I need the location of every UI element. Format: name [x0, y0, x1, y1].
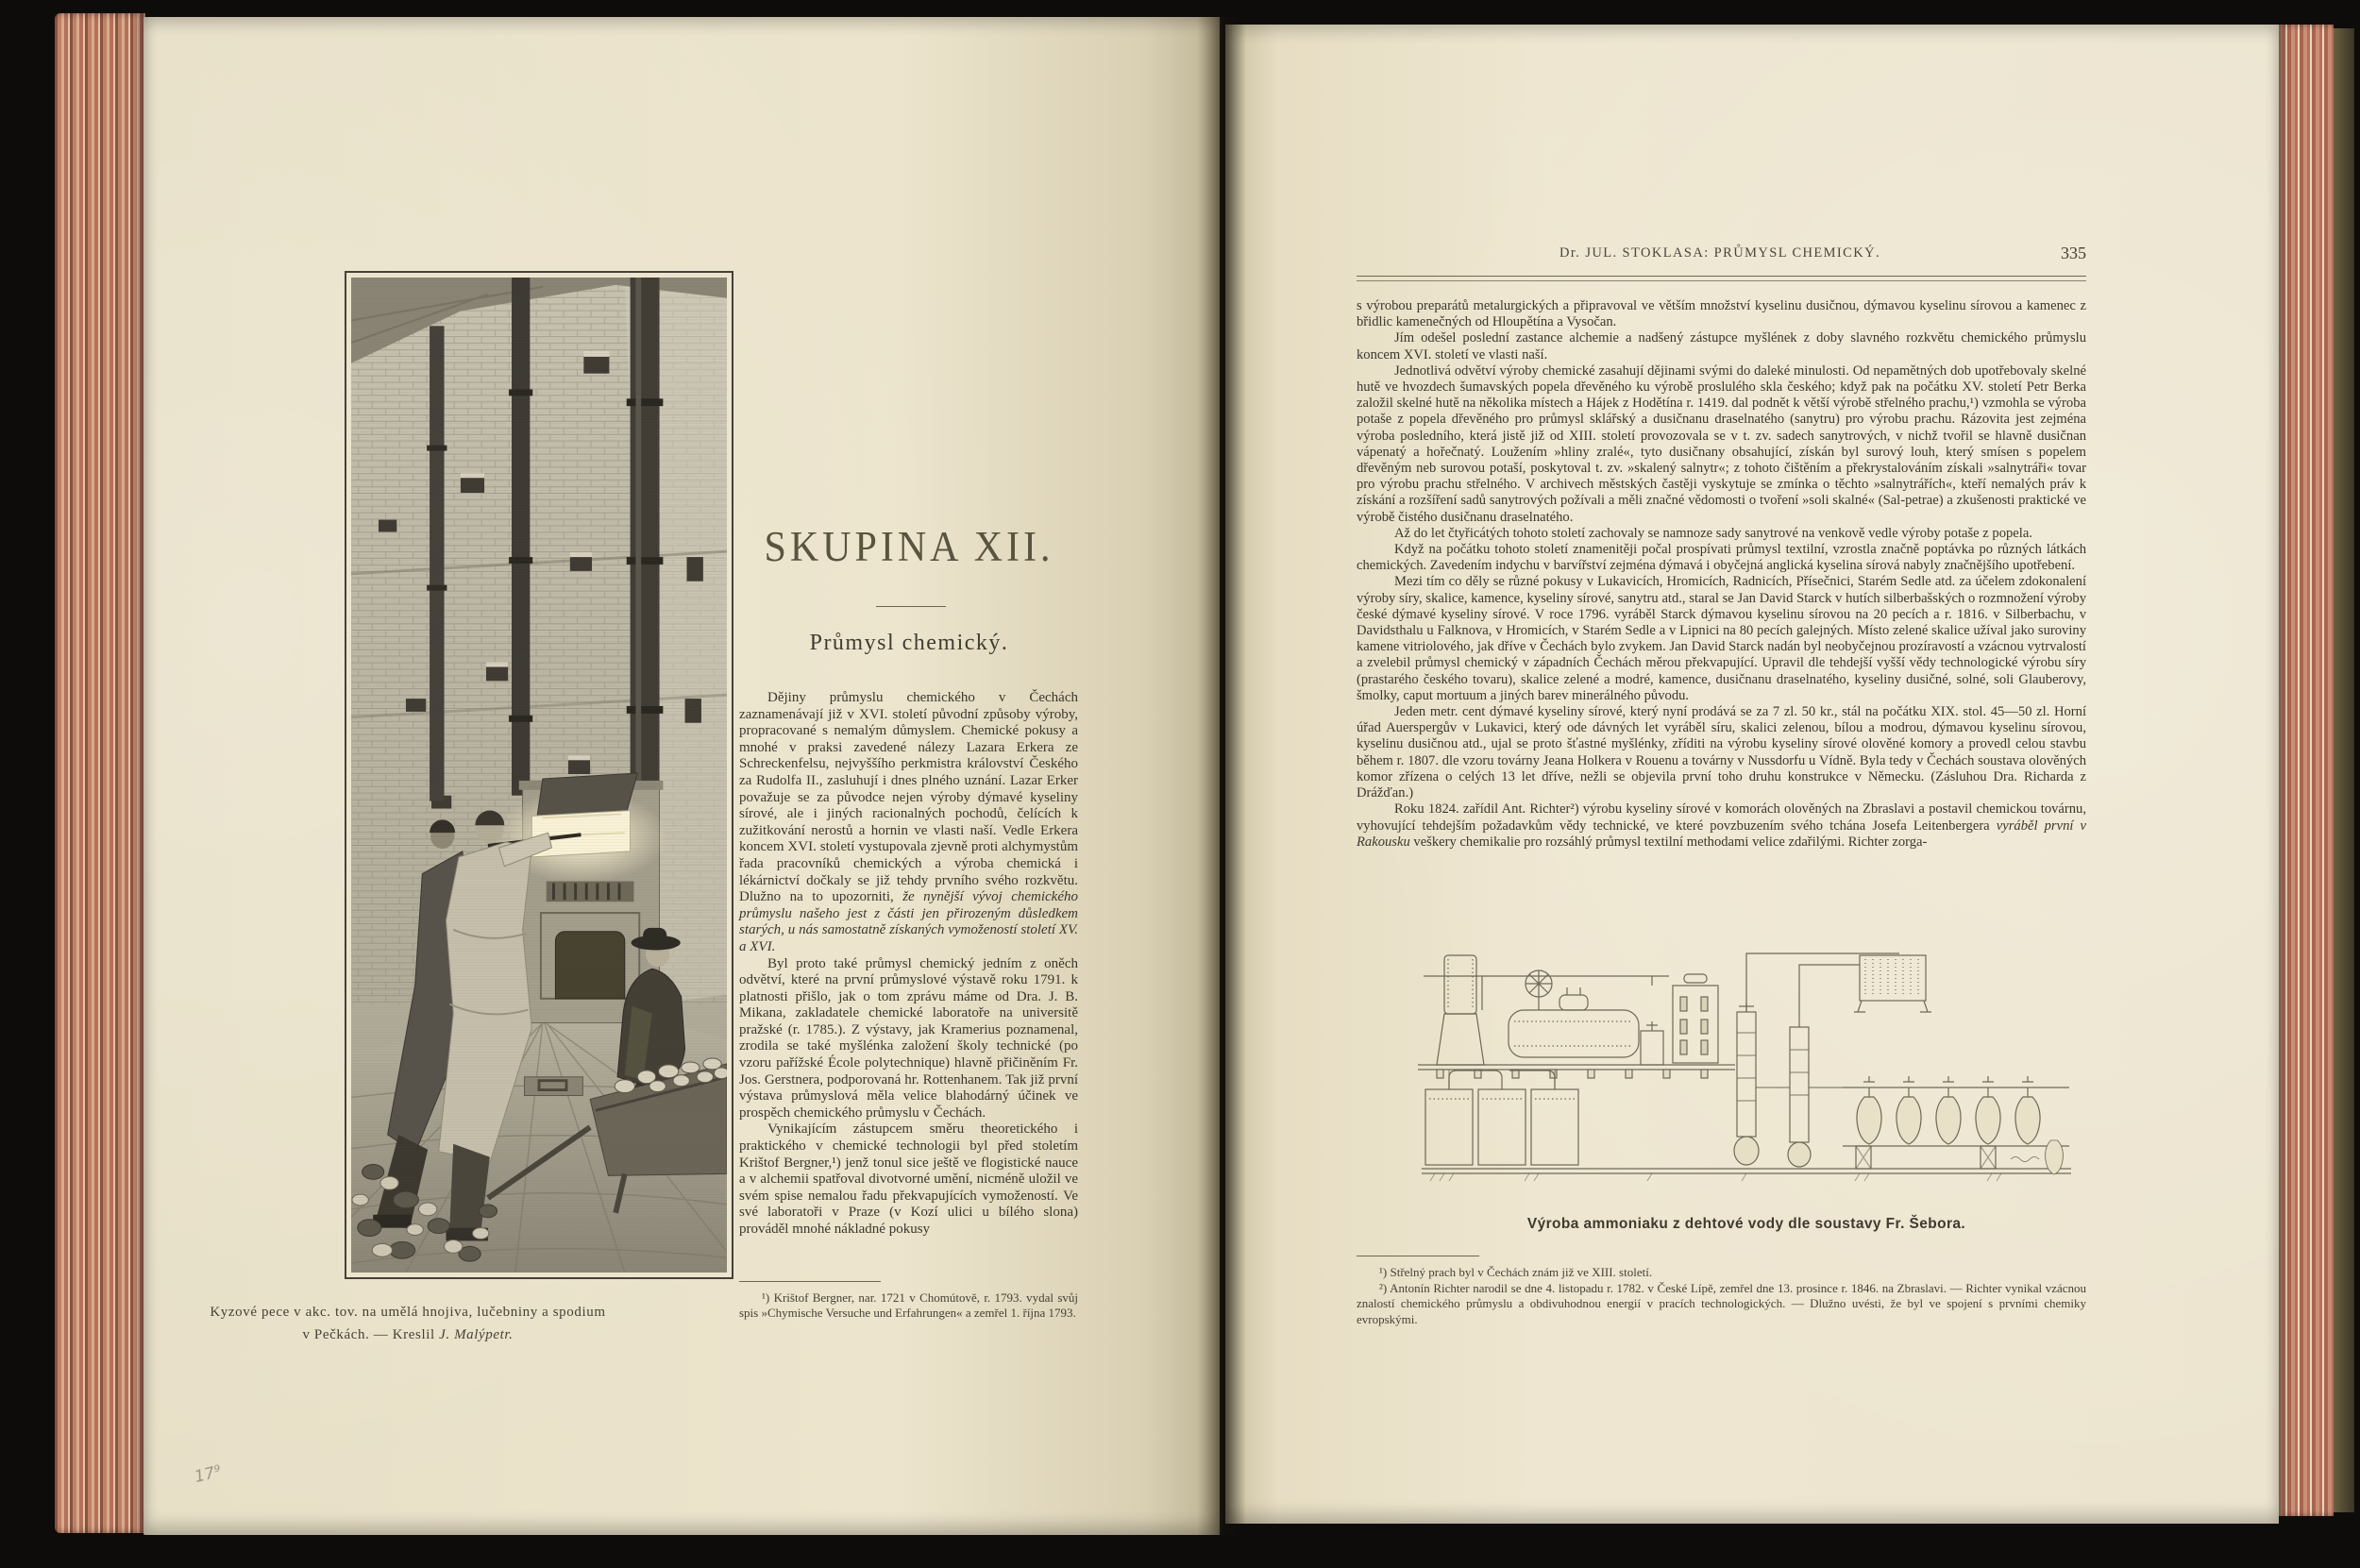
paragraph: Jeden metr. cent dýmavé kyseliny sírové, který nyní prodává se za 7 zl. 50 kr., stál na počátku XIX. stol. 45—50 zl. Horní úřad Auerspergův v Lukavici, který ode dávných let vyráběl síru, skalici zelenou, bílou a modrou, dýmavou kyselinu sírovou, kyselinu dusičnou atd., ujal se proto šťastné myšlénky, zříditi na výrobu kyseliny sírové olověné komory a provedl celou stavbu během r. 1807. dle vzoru továrny Jeana Holkera v Rouenu a továrny v Nussdorfu u Vídně. Byla tedy v Čechách soustava olověných komor zřízena o celých 13 let dříve, nežli se objevila první toho druhu konstrukce v Německu. (Zásluhou Dra. Richarda z Drážďan.) — [1357, 704, 2086, 801]
paragraph-italic-text: vyráběl první v Rakousku — [1357, 818, 2087, 850]
footnote: ¹) Krištof Bergner, nar. 1721 v Chomútově, r. 1793. vydal svůj spis »Chymische Versuche und Erfahrungen« a zemřel 1. října 1793. — [739, 1290, 1078, 1320]
caption-text: v Pečkách. — Kreslil — [302, 1327, 440, 1342]
left-text-column — [739, 690, 1078, 1239]
paragraph-text: veškery chemikalie pro rozsáhlý průmysl textilní methodami velice zdařilými. Richter zorga- — [1409, 834, 1928, 850]
paragraph: s výrobou preparátů metalurgických a připravoval ve větším množství kyselinu dusičnou, dýmavou kyselinu sírovou a kamenec z břidlic kamenečných od Hloupětína a Vysočan. — [1357, 298, 2086, 330]
ammonia-apparatus-diagram — [1416, 946, 2077, 1203]
furnace-engraving-art — [351, 278, 727, 1273]
footnote-rule — [739, 1281, 881, 1282]
left-page-edges — [55, 13, 145, 1533]
paragraph: Mezi tím co děly se různé pokusy v Lukavicích, Hromicích, Radnicích, Přísečnici, Starém Sedle atd. za účelem zdokonalení výroby síry, skalice, kamence, kyseliny sírové, sanytru atd., staral se Jan David Starck v hutích silberbašských o rozmnožení výroby české dýmavé kyseliny sírové. V roce 1796. vyráběl Starck dýmavou kyselinu sírovou na 20 pecích a r. 1816. v Silberbachu, v Davidsthalu u Falknova, v Hromicích, v Starém Sedle a v Lipnici na 80 pecích galejných. Místo zelené skalice užíval jako suroviny kamene vitriolového, jak dříve v Čechách bylo zvykem. Jan David Starck nadán byl neobyčejnou prozíravostí a vzácnou vytrvalostí a zvelebil průmysl chemický v západních Čechách měrou překvapující. Upravil dle tehdejší vyšší vědy technologické výrobu síry (prastarého českého tovaru), skalice zelené a modré, kamence, dusičnanu draselnatého, kyseliny dusičné, solné, soli Glauberovy, šmolky, caput mortuum a jiných barev minerálného původu. — [1357, 574, 2086, 703]
footnote: ¹) Střelný prach byl v Čechách znám již ve XIII. století. — [1379, 1265, 1653, 1279]
running-header — [1357, 244, 2086, 266]
paragraph: Až do let čtyřicátých tohoto století zachovaly se namnoze sady sanytrové na venkově vedle výroby potaše z popela. — [1394, 525, 2032, 541]
group-heading: SKUPINA XII. — [764, 524, 1054, 571]
header-rule — [1357, 276, 2086, 281]
book-gutter-shadow — [1197, 17, 1246, 1535]
paragraph-text: Roku 1824. zařídil Ant. Richter²) výrobu kyseliny sírové v komorách olověných na Zbraslavi a postavil chemickou továrnu, vyhovující tehdejším požadavkům vědy technické, ve které povzbuzením svého tchána Josefa Leitenbergera — [1357, 801, 2086, 834]
figure-caption-line2 — [143, 1327, 672, 1343]
paragraph-text: Dějiny průmyslu chemického v Čechách zaznamenávají již v XVI. století původní způsoby výroby, propracované s nemalým důmyslem. Chemické pokusy a mnohé v praksi zavedené nálezy Lazara Erkera ze Schreckenfelsu, nejvyššího perkmistra království Českého za Rudolfa II., zasluhují i dnes plného uznání. Lazar Erker považuje se za původce nejen výroby dýmavé kyseliny sírové, ale i jiných racionalných pochodů, čelících k zužitkování nerostů a hornin ve vlasti naší. Vedle Erkera koncem XVI. století vystupovala zjevně proti alchymystům řada pracovníků chemických a výroba chemická i lékárnictví dočkaly se již tehdy prvního svého rozkvětu. Dlužno na to upozorniti, — [739, 690, 1078, 905]
paragraph — [1357, 801, 2086, 851]
chapter-title: Průmysl chemický. — [809, 631, 1009, 655]
paragraph: Jím odešel poslední zastance alchemie a nadšený zástupce myšlének z doby slavného rozkvětu chemického průmyslu koncem XVI. století ve vlasti naší. — [1357, 330, 2086, 362]
footnotes — [1357, 1265, 2086, 1327]
heading-rule — [876, 606, 946, 607]
paragraph: Jednotlivá odvětví výroby chemické zasahují dějinami svými do daleké minulosti. Od nepamětných dob upotřebovaly skelné hutě ve hvozdech šumavských popela dřevěného ku výrobě proslulého skla českého; když pak na počátku XV. století Petr Berka založil skelné hutě na několika místech a Hájek z Hodětína r. 1419. dal podnět k větší výrobě střelného prachu,¹) vzmohla se výroba potaše z popela dřevěného pro průmysl sklářský a dusičnanu draselnatého (sanytru) pro výrobu prachu. Rázovita jest zejména výroba posledního, která jistě již od XIII. století provozovala se v t. zv. sadech sanytrových, v nichž tvořil se hlavně dusičnan vápenatý a hořečnatý. Loužením »hliny zralé«, tyto dusičnany obsahující, získán byl surový louh, který smísen s popelem dřevěným neb surovou potaší, poskytoval t. zv. »skalený salnytr«; z tohoto čištěním a překrystalováním získali »salnytráři« tovar pro výrobu prachu střelného. V archivech městských častěji vyskytuje se zmínka o těchto »salnytrářích«, kteří nemalých práv k získání a rozšíření sadů sanytrových požívali a měli značné vědomosti o tvoření »soli skalné« (Sal-petrae) a zkušenosti praktické ve výrobě čistého dusičnanu draselnatého. — [1357, 362, 2086, 525]
right-page-edges — [2279, 25, 2334, 1516]
diagram-caption: Výroba ammoniaku z dehtové vody dle soustavy Fr. Šebora. — [1526, 1216, 1966, 1232]
paragraph: Byl proto také průmysl chemický jedním z oněch odvětví, které na první průmyslové výstavě roku 1791. k platnosti přišlo, jak o tom zprávu máme od Dra. J. B. Mikana, zakladatele chemické laboratoře na universitě pražské (r. 1785.). Z výstavy, jak Kramerius poznamenal, zrodila se také myšlénka založení školy technické (po vzoru pařížské École polytechnique) hlavně přičiněním Fr. Jos. Gerstnera, podporovaná hr. Rottenhanem. Tak již první výstava průmyslová měla velice blahodárný účinek ve prospěch chemického průmyslu v Čechách. — [739, 955, 1078, 1121]
paragraph: Vynikajícím zástupcem směru theoretického i praktického v chemické technologii byl před stoletím Krištof Bergner,¹) jenž tonul sice ještě ve flogistické nauce a v alchemii spatřoval divotvorné umění, nicméně uložil ve svém spise nemalou řadu překvapujících vymožeností. Ve své laboratoři v Praze (v Kozí ulici u bílého slona) prováděl mnohé nákladné pokusy — [739, 1121, 1078, 1237]
right-text-column — [1357, 298, 2086, 851]
left-page — [143, 17, 1220, 1535]
caption-artist-name: J. Malýpetr. — [439, 1327, 514, 1342]
figure-caption-line1: Kyzové pece v akc. tov. na umělá hnojiva, lučebniny a spodium — [210, 1305, 606, 1320]
paragraph-italic-text: že nynější vývoj chemického průmyslu našeho jest z části jen přirozeným důsledkem starých, u nás samostatně získaných vymožeností století XV. a XVI. — [739, 889, 1078, 954]
pencil-mark: 17⁹ — [193, 1461, 224, 1488]
apparatus-art — [1416, 946, 2077, 1203]
paragraph — [739, 690, 1078, 956]
book-cover-edge — [2334, 28, 2354, 1512]
running-title: Dr. JUL. STOKLASA: PRŮMYSL CHEMICKÝ. — [1559, 245, 1881, 261]
furnace-engraving — [345, 271, 733, 1279]
right-page — [1225, 25, 2279, 1524]
page-number: 335 — [2061, 244, 2086, 262]
footnote: ²) Antonín Richter narodil se dne 4. listopadu r. 1782. v České Lípě, zemřel dne 13. prosince r. 1846. na Zbraslavi. — Richter vynikal vzácnou znalostí chemického průmyslu a obdivuhodnou energií v pracích technologických. — Dlužno uvésti, že byl ve spojení s prvními chemiky evropskými. — [1357, 1280, 2086, 1326]
engraver-signature-mark — [2011, 1157, 2039, 1162]
paragraph: Když na počátku tohoto století znamenitěji počal prospívati průmysl textilní, vzrostla značně poptávka po různých látkách chemických. Zavedením indychu v barvířství zejména dýmavá i obyčejná anglická kyselina sírová nabyly značnějšího upotřebení. — [1357, 542, 2086, 574]
